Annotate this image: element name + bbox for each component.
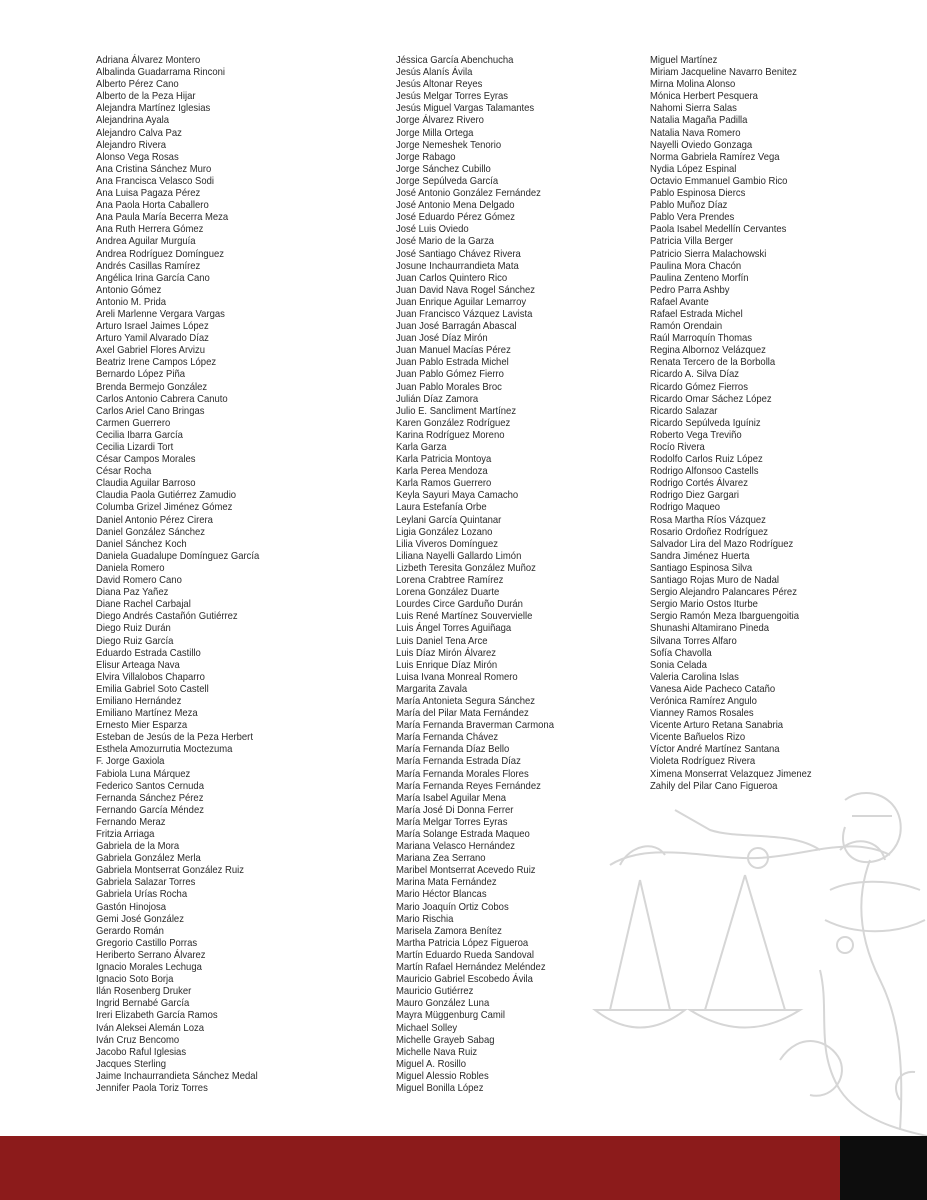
person-name: Miguel Bonilla López <box>396 1082 484 1094</box>
person-name: Ingrid Bernabé García <box>96 998 190 1010</box>
person-name: José Luis Oviedo <box>396 224 469 236</box>
person-name: Jorge Rabago <box>396 151 456 163</box>
person-name: Michelle Nava Ruiz <box>396 1046 478 1058</box>
person-name: Alberto de la Peza Hijar <box>96 91 196 103</box>
person-name: Mario Héctor Blancas <box>396 889 487 901</box>
person-name: Salvador Lira del Mazo Rodríguez <box>650 538 794 550</box>
person-name: Diane Rachel Carbajal <box>96 599 191 611</box>
person-name: Vianney Ramos Rosales <box>650 708 754 720</box>
person-name: Cecilia Ibarra García <box>96 429 183 441</box>
person-name: Carlos Ariel Cano Bringas <box>96 405 205 417</box>
person-name: Jesús Altonar Reyes <box>396 79 483 91</box>
person-name: Rodrigo Maqueo <box>650 502 721 514</box>
person-name: José Eduardo Pérez Gómez <box>396 212 516 224</box>
person-name: Ilán Rosenberg Druker <box>96 986 192 998</box>
person-name: Carmen Guerrero <box>96 417 171 429</box>
person-name: Lizbeth Teresita González Muñoz <box>396 562 536 574</box>
person-name: Elvira Villalobos Chaparro <box>96 671 205 683</box>
person-name: Martha Patricia López Figueroa <box>396 937 529 949</box>
person-name: Luis Daniel Tena Arce <box>396 635 488 647</box>
person-name: Silvana Torres Alfaro <box>650 635 737 647</box>
person-name: Jesús Alanís Ávila <box>396 67 473 79</box>
person-name: Karla Ramos Guerrero <box>396 478 492 490</box>
person-name: Pablo Muñoz Díaz <box>650 200 728 212</box>
person-name: Pablo Vera Prendes <box>650 212 735 224</box>
person-name: César Rocha <box>96 466 152 478</box>
person-name: Alejandro Calva Paz <box>96 127 182 139</box>
person-name: Iván Aleksei Alemán Loza <box>96 1022 204 1034</box>
person-name: Sergio Ramón Meza Ibarguengoitia <box>650 611 800 623</box>
person-name: Rocío Rivera <box>650 442 705 453</box>
person-name: Juan Pablo Estrada Michel <box>396 357 509 369</box>
person-name: María Isabel Aguilar Mena <box>396 792 507 804</box>
person-name: Shunashi Altamirano Pineda <box>650 623 770 635</box>
person-name: Claudia Aguilar Barroso <box>96 478 196 490</box>
person-name: Keyla Sayuri Maya Camacho <box>396 490 519 502</box>
person-name: Miguel Alessio Robles <box>396 1070 489 1082</box>
person-name: Ernesto Mier Esparza <box>96 720 188 732</box>
person-name: Natalia Nava Romero <box>650 127 741 139</box>
person-name: María Fernanda Díaz Bello <box>396 744 510 756</box>
person-name: Martín Eduardo Rueda Sandoval <box>396 949 535 961</box>
footer-black-block <box>840 1136 927 1200</box>
person-name: Diana Paz Yañez <box>96 587 169 599</box>
person-name: Brenda Bermejo González <box>96 381 208 393</box>
person-name: Gabriela Salazar Torres <box>96 877 196 889</box>
person-name: Eduardo Estrada Castillo <box>96 647 201 659</box>
person-name: Luis Ángel Torres Aguiñaga <box>396 623 512 635</box>
person-name: Diego Ruiz Durán <box>96 623 171 635</box>
person-name: Michael Solley <box>396 1022 458 1034</box>
person-name: Carlos Antonio Cabrera Canuto <box>96 393 228 405</box>
person-name: Juan José Barragán Abascal <box>396 321 517 333</box>
person-name: José Antonio Mena Delgado <box>396 200 515 212</box>
person-name: Ana Cristina Sánchez Muro <box>96 163 212 175</box>
person-name: Jorge Sepúlveda García <box>396 175 499 187</box>
person-name: Maribel Montserrat Acevedo Ruiz <box>396 865 536 877</box>
person-name: Juan Enrique Aguilar Lemarroy <box>396 296 527 308</box>
person-name: F. Jorge Gaxiola <box>96 756 165 768</box>
person-name: Fernando García Méndez <box>96 804 204 816</box>
person-name: Alberto Pérez Cano <box>96 79 179 91</box>
person-name: Miguel Martínez <box>650 55 718 66</box>
person-name: Karla Patricia Montoya <box>396 454 492 466</box>
person-name: Fritzia Arriaga <box>96 829 155 840</box>
person-name: Juan Pablo Gómez Fierro <box>396 369 504 381</box>
person-name: Mariana Zea Serrano <box>396 853 486 865</box>
person-name: Antonio Gómez <box>96 284 162 296</box>
person-name: Claudia Paola Gutiérrez Zamudio <box>96 490 237 502</box>
person-name: María Melgar Torres Eyras <box>396 816 508 828</box>
person-name: Alejandro Rivera <box>96 139 167 151</box>
person-name: Bernardo López Piña <box>96 369 186 381</box>
person-name: Alonso Vega Rosas <box>96 151 179 163</box>
person-name: Vanesa Aide Pacheco Cataño <box>650 683 776 695</box>
person-name: Lourdes Circe Garduño Durán <box>396 599 523 611</box>
person-name: Santiago Espinosa Silva <box>650 562 753 574</box>
person-name: Lorena Crabtree Ramírez <box>396 575 504 587</box>
person-name: Rosario Ordoñez Rodríguez <box>650 526 768 538</box>
person-name: Mario Rischia <box>396 913 454 925</box>
name-column-3 <box>650 55 812 793</box>
person-name: José Mario de la Garza <box>396 236 494 248</box>
person-name: Emilia Gabriel Soto Castell <box>96 683 209 695</box>
person-name: Mauricio Gutiérrez <box>396 986 474 998</box>
person-name: Heriberto Serrano Álvarez <box>96 949 206 961</box>
person-name: Jorge Milla Ortega <box>396 127 474 139</box>
person-name: David Romero Cano <box>96 575 182 587</box>
person-name: Arturo Yamil Alvarado Díaz <box>96 333 209 345</box>
person-name: Fernanda Sánchez Pérez <box>96 792 204 804</box>
person-name: Martín Rafael Hernández Meléndez <box>396 962 546 974</box>
person-name: Daniela Romero <box>96 562 165 574</box>
person-name: Iván Cruz Bencomo <box>96 1034 180 1046</box>
person-name: Daniel González Sánchez <box>96 526 206 538</box>
person-name: Antonio M. Prida <box>96 296 167 308</box>
person-name: Jacobo Raful Iglesias <box>96 1046 187 1058</box>
person-name: Juan José Díaz Mirón <box>396 333 488 345</box>
person-name: Sonia Celada <box>650 659 707 671</box>
person-name: Daniel Sánchez Koch <box>96 538 187 550</box>
person-name: María Fernanda Chávez <box>396 732 499 744</box>
person-name: Mario Joaquín Ortiz Cobos <box>396 901 509 913</box>
person-name: Jaime Inchaurrandieta Sánchez Medal <box>96 1070 258 1082</box>
person-name: Jorge Álvarez Rivero <box>396 115 484 127</box>
person-name: María José Di Donna Ferrer <box>396 804 514 816</box>
person-name: Federico Santos Cernuda <box>96 780 204 792</box>
person-name: Diego Andrés Castañón Gutiérrez <box>96 611 238 623</box>
person-name: Esthela Amozurrutia Moctezuma <box>96 744 233 756</box>
person-name: Rafael Estrada Michel <box>650 308 743 320</box>
person-name: Andrea Rodríguez Domínguez <box>96 248 224 260</box>
person-name: Santiago Rojas Muro de Nadal <box>650 575 780 587</box>
person-name: Karina Rodríguez Moreno <box>396 429 505 441</box>
person-name: Mirna Molina Alonso <box>650 79 736 91</box>
person-name: Lorena González Duarte <box>396 587 500 599</box>
person-name: Areli Marlenne Vergara Vargas <box>96 308 225 320</box>
person-name: Beatriz Irene Campos López <box>96 357 217 369</box>
person-name: José Antonio González Fernández <box>396 188 541 200</box>
person-name: Patricio Sierra Malachowski <box>650 248 767 260</box>
person-name: Angélica Irina García Cano <box>96 272 210 284</box>
person-name: María Fernanda Reyes Fernández <box>396 780 541 792</box>
person-name: Diego Ruiz García <box>96 635 174 647</box>
person-name: Ricardo Gómez Fierros <box>650 381 748 393</box>
person-name: Liliana Nayelli Gallardo Limón <box>396 550 522 562</box>
person-name: Valeria Carolina Islas <box>650 671 739 683</box>
person-name: Juan Pablo Morales Broc <box>396 381 502 393</box>
person-name: Zahily del Pilar Cano Figueroa <box>650 780 778 792</box>
person-name: María Antonieta Segura Sánchez <box>396 695 536 707</box>
person-name: Nahomi Sierra Salas <box>650 103 737 115</box>
person-name: Rodolfo Carlos Ruiz López <box>650 454 763 466</box>
person-name: Emiliano Martínez Meza <box>96 708 198 720</box>
person-name: Patricia Villa Berger <box>650 236 734 248</box>
person-name: Gabriela González Merla <box>96 853 201 865</box>
person-name: Axel Gabriel Flores Arvizu <box>96 345 205 357</box>
person-name: Ignacio Soto Borja <box>96 974 174 986</box>
person-name: Ireri Elizabeth García Ramos <box>96 1010 218 1022</box>
person-name: Ricardo Sepúlveda Iguíniz <box>650 417 761 429</box>
person-name: Víctor André Martínez Santana <box>650 744 780 756</box>
person-name: Juan Carlos Quintero Rico <box>396 272 508 284</box>
name-column-2 <box>396 55 554 1095</box>
person-name: Julián Díaz Zamora <box>396 393 479 405</box>
person-name: Ricardo Salazar <box>650 405 718 417</box>
person-name: Rodrigo Alfonsoo Castells <box>650 466 759 478</box>
person-name: Verónica Ramírez Angulo <box>650 695 757 707</box>
person-name: Sofía Chavolla <box>650 647 712 659</box>
person-name: Fabiola Luna Márquez <box>96 768 191 780</box>
person-name: Ana Paola Horta Caballero <box>96 200 209 212</box>
person-name: Miriam Jacqueline Navarro Benitez <box>650 67 797 79</box>
person-name: Ramón Orendain <box>650 321 723 333</box>
person-name: Columba Grizel Jiménez Gómez <box>96 502 233 514</box>
person-name: Rafael Avante <box>650 296 709 308</box>
person-name: Andrés Casillas Ramírez <box>96 260 201 272</box>
person-name: Albalinda Guadarrama Rinconi <box>96 67 226 79</box>
person-name: Mauro González Luna <box>396 998 490 1010</box>
person-name: Sergio Alejandro Palancares Pérez <box>650 587 797 599</box>
person-name: Fernando Meraz <box>96 816 166 828</box>
person-name: Nayelli Oviedo Gonzaga <box>650 139 753 151</box>
person-name: Ana Luisa Pagaza Pérez <box>96 188 201 200</box>
person-name: Daniela Guadalupe Domínguez García <box>96 550 260 562</box>
lady-justice-scales-icon <box>590 770 927 1136</box>
person-name: Karen González Rodríguez <box>396 417 511 429</box>
person-name: Alejandrina Ayala <box>96 115 170 127</box>
person-name: Sandra Jiménez Huerta <box>650 550 750 562</box>
person-name: Ana Ruth Herrera Gómez <box>96 224 204 236</box>
person-name: María Solange Estrada Maqueo <box>396 829 530 840</box>
person-name: Jennifer Paola Toriz Torres <box>96 1082 208 1094</box>
person-name: Ricardo Omar Sáchez López <box>650 393 772 405</box>
person-name: Luisa Ivana Monreal Romero <box>396 671 518 683</box>
person-name: José Santiago Chávez Rivera <box>396 248 521 260</box>
person-name: Roberto Vega Treviño <box>650 429 742 441</box>
person-name: Ana Paula María Becerra Meza <box>96 212 229 224</box>
person-name: Andrea Aguilar Murguía <box>96 236 196 248</box>
person-name: Mariana Velasco Hernández <box>396 841 516 853</box>
person-name: Jacques Sterling <box>96 1058 167 1070</box>
person-name: Rosa Martha Ríos Vázquez <box>650 514 766 526</box>
person-name: Juan Manuel Macías Pérez <box>396 345 511 357</box>
person-name: Rodrigo Diez Gargari <box>650 490 739 502</box>
person-name: Jéssica García Abenchucha <box>396 55 514 66</box>
person-name: Margarita Zavala <box>396 683 468 695</box>
person-name: Lilia Viveros Domínguez <box>396 538 498 550</box>
person-name: Violeta Rodríguez Rivera <box>650 756 756 768</box>
person-name: Gabriela de la Mora <box>96 841 180 853</box>
person-name: Regina Albornoz Velázquez <box>650 345 766 357</box>
person-name: Ana Francisca Velasco Sodi <box>96 175 214 187</box>
person-name: Leylani García Quintanar <box>396 514 502 526</box>
person-name: Sergio Mario Ostos Iturbe <box>650 599 758 611</box>
person-name: Julio E. Sancliment Martínez <box>396 405 517 417</box>
person-name: Vicente Arturo Retana Sanabria <box>650 720 784 732</box>
person-name: Luis René Martínez Souvervielle <box>396 611 533 623</box>
person-name: Jorge Sánchez Cubillo <box>396 163 491 175</box>
person-name: Paola Isabel Medellín Cervantes <box>650 224 787 236</box>
name-column-1 <box>96 55 259 1095</box>
person-name: Marina Mata Fernández <box>396 877 497 889</box>
person-name: Josune Inchaurrandieta Mata <box>396 260 519 272</box>
person-name: Pedro Parra Ashby <box>650 284 730 296</box>
person-name: Gemi José González <box>96 913 184 925</box>
person-name: Mayra Müggenburg Camil <box>396 1010 506 1022</box>
person-name: Natalia Magaña Padilla <box>650 115 748 127</box>
person-name: Laura Estefanía Orbe <box>396 502 487 514</box>
person-name: Ricardo A. Silva Díaz <box>650 369 739 381</box>
person-name: María del Pilar Mata Fernández <box>396 708 529 720</box>
person-name: Michelle Grayeb Sabag <box>396 1034 495 1046</box>
person-name: Marisela Zamora Benítez <box>396 925 502 937</box>
person-name: Arturo Israel Jaimes López <box>96 321 209 333</box>
person-name: Adriana Álvarez Montero <box>96 55 201 66</box>
person-name: Gabriela Urías Rocha <box>96 889 188 901</box>
person-name: Daniel Antonio Pérez Cirera <box>96 514 213 526</box>
person-name: María Fernanda Morales Flores <box>396 768 529 780</box>
person-name: Mauricio Gabriel Escobedo Ávila <box>396 974 533 986</box>
person-name: Ligia González Lozano <box>396 526 493 538</box>
person-name: Jesús Miguel Vargas Talamantes <box>396 103 535 115</box>
person-name: Elisur Arteaga Nava <box>96 659 180 671</box>
person-name: Gabriela Montserrat González Ruiz <box>96 865 244 877</box>
person-name: Karla Garza <box>396 442 447 453</box>
person-name: Cecilia Lizardi Tort <box>96 442 174 453</box>
person-name: Norma Gabriela Ramírez Vega <box>650 151 780 163</box>
person-name: Paulina Zenteno Morfín <box>650 272 749 284</box>
person-name: Luis Enrique Díaz Mirón <box>396 659 498 671</box>
person-name: Gregorio Castillo Porras <box>96 937 198 949</box>
person-name: Rodrigo Cortés Álvarez <box>650 478 748 490</box>
person-name: Renata Tercero de la Borbolla <box>650 357 776 369</box>
person-name: Jorge Nemeshek Tenorio <box>396 139 502 151</box>
person-name: Jesús Melgar Torres Eyras <box>396 91 508 103</box>
person-name: Nydia López Espinal <box>650 163 737 175</box>
person-name: María Fernanda Braverman Carmona <box>396 720 554 732</box>
person-name: Gerardo Román <box>96 925 164 937</box>
person-name: Emiliano Hernández <box>96 695 182 707</box>
person-name: Paulina Mora Chacón <box>650 260 742 272</box>
person-name: Miguel A. Rosillo <box>396 1058 467 1070</box>
person-name: Karla Perea Mendoza <box>396 466 488 478</box>
person-name: Luis Díaz Mirón Álvarez <box>396 647 497 659</box>
person-name: Mónica Herbert Pesquera <box>650 91 758 103</box>
person-name: Juan David Nava Rogel Sánchez <box>396 284 536 296</box>
person-name: César Campos Morales <box>96 454 196 466</box>
person-name: Raúl Marroquín Thomas <box>650 333 752 345</box>
person-name: Ignacio Morales Lechuga <box>96 962 202 974</box>
person-name: Alejandra Martínez Iglesias <box>96 103 211 115</box>
person-name: Vicente Bañuelos Rizo <box>650 732 746 744</box>
person-name: Esteban de Jesús de la Peza Herbert <box>96 732 253 744</box>
person-name: Ximena Monserrat Velazquez Jimenez <box>650 768 812 780</box>
footer-red-bar <box>0 1136 840 1200</box>
person-name: María Fernanda Estrada Díaz <box>396 756 521 768</box>
person-name: Octavio Emmanuel Gambio Rico <box>650 175 788 187</box>
person-name: Pablo Espinosa Diercs <box>650 188 746 200</box>
person-name: Juan Francisco Vázquez Lavista <box>396 308 533 320</box>
person-name: Gastón Hinojosa <box>96 901 167 913</box>
